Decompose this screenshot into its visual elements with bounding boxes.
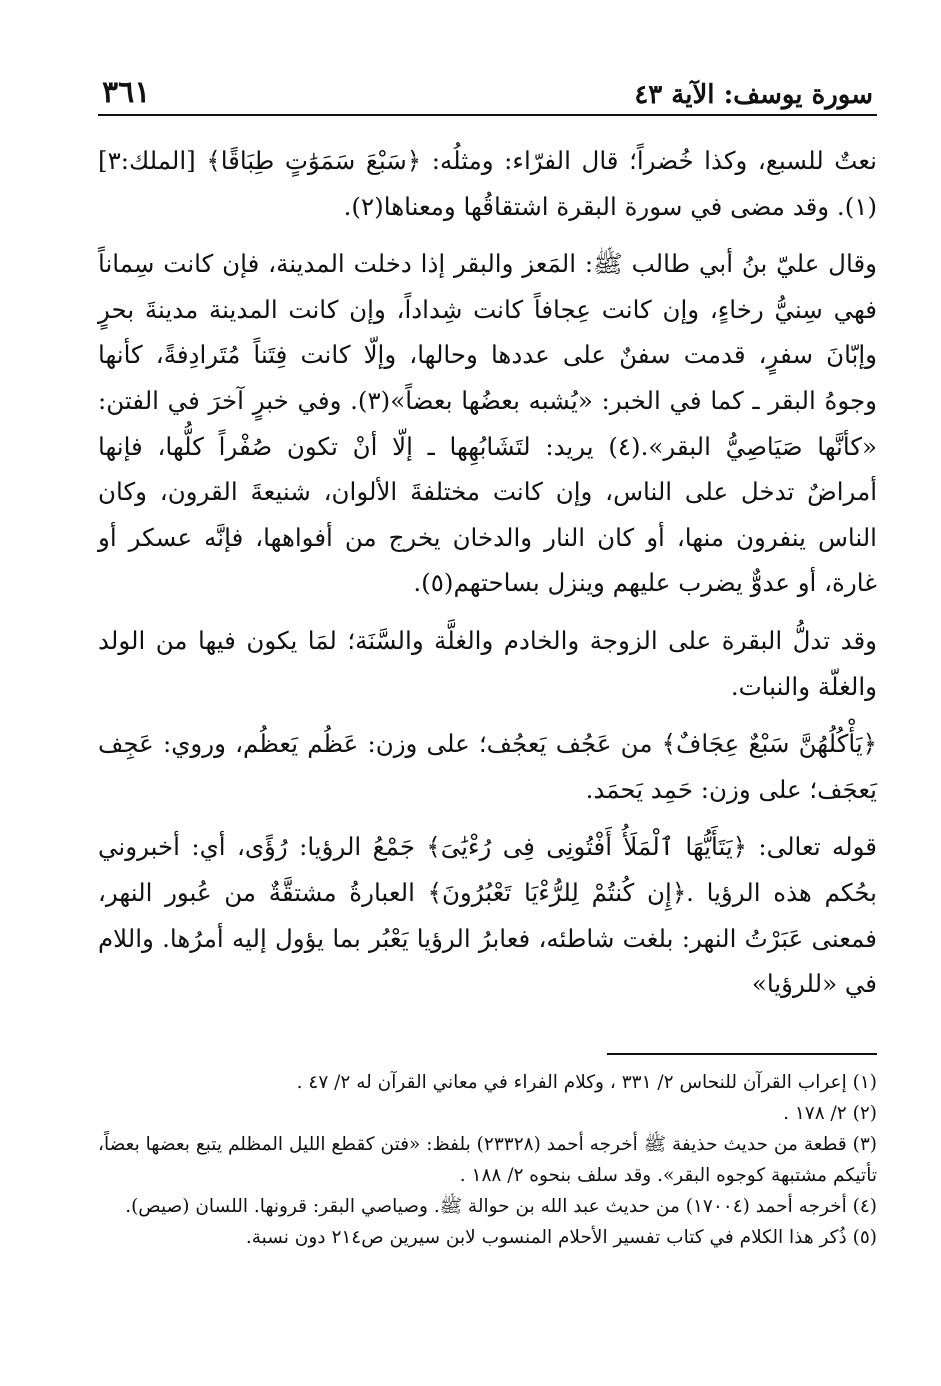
- paragraph: وقد تدلُّ البقرة على الزوجة والخادم والغلَّة والسَّنَة؛ لمَا يكون فيها من الولد والغلّة والنبات.: [98, 625, 877, 701]
- main-text: [98, 138, 877, 1007]
- running-title: سورة يوسف: الآية ٤٣: [634, 80, 873, 110]
- paragraph: وقال عليّ بنُ أبي طالب ﷺ: المَعز والبقر إذا دخلت المدينة، فإن كانت سِماناً فهي سِنيُّ رخاءٍ، وإن كانت عِجافاً كانت شِداداً، وإن كانت المدينة مدينةَ بحرٍ وإبّانَ سفرٍ، قدمت سفنٌ على عددها وحالها، وإلّا كانت فِتَناً مُتَرادِفةً، كأنها وجوهُ البقر ـ كما في الخبر: «يُشبه بعضُها بعضاً»(٣). وفي خبرٍ آخرَ في الفتن: «كأنَّها صَيَاصِيُّ البقر».(٤) يريد: لتَشَابُهِها ـ إلّا أنْ تكون صُفْراً كلُّها، فإنها أمراضٌ تدخل على الناس، وإن كانت مختلفةَ الألوان، شنيعةَ القرون، وكان الناس ينفرون منها، أو كان النار والدخان يخرج من أفواهها، فإنَّه عسكر أو غارة، أو عدوٌّ يضرب عليهم وينزل بساحتهم(٥).: [98, 249, 878, 598]
- footnote: (٥) ذُكر هذا الكلام في كتاب تفسير الأحلام المنسوب لابن سيرين ص٢١٤ دون نسبة.: [245, 1226, 877, 1248]
- footnote-divider: [607, 1053, 877, 1055]
- footnote: (٢) ٢/ ١٧٨ .: [783, 1102, 877, 1124]
- paragraph: قوله تعالى: ﴿يَتَأَيُّهَا ٱلْمَلَأُ أَفْتُونِى فِى رُءْيَٰىَ﴾ جَمْعُ الرؤيا: رُؤًى، أي: أخبروني بحُكم هذه الرؤيا .﴿إِن كُنتُمْ لِلرُّءْيَا تَعْبُرُونَ﴾ العبارةُ مشتقَّةٌ من عُبور النهر، فمعنى عَبَرْتُ النهر: بلغت شاطئه، فعابرُ الرؤيا يَعْبُر بما يؤول إليه أمرُها. واللام في «للرؤيا»: [98, 832, 877, 999]
- footnote: (٤) أخرجه أحمد (١٧٠٠٤) من حديث عبد الله بن حوالة ﷺ. وصياصي البقر: قرونها. اللسان (صيص).: [125, 1195, 877, 1217]
- paragraph: ﴿يَأْكُلُهُنَّ سَبْعٌ عِجَافٌ﴾ من عَجُف يَعجُف؛ على وزن: عَظُم يَعظُم، وروي: عَجِف يَعجَف؛ على وزن: حَمِد يَحمَد.: [98, 729, 877, 804]
- footnotes: [98, 1067, 877, 1253]
- footnote: (١) إعراب القرآن للنحاس ٢/ ٣٣١ ، وكلام الفراء في معاني القرآن له ٢/ ٤٧ .: [296, 1071, 877, 1093]
- footnote: (٣) قطعة من حديث حذيفة ﷺ أخرجه أحمد (٢٣٣٢٨) بلفظ: «فتن كقطع الليل المظلم يتبع بعضها بعضاً، تأتيكم مشتبهة كوجوه البقر». وقد سلف بنحوه ٢/ ١٨٨ .: [98, 1133, 878, 1186]
- page-header: [98, 58, 877, 116]
- paragraph: نعتٌ للسبع، وكذا خُضراً؛ قال الفرّاء: ومثلُه: ﴿سَبْعَ سَمَوَٰتٍ طِبَاقًا﴾ [الملك:٣](١). وقد مضى في سورة البقرة اشتقاقُها ومعناها(٢).: [98, 146, 877, 221]
- page-number: ٣٦١: [102, 75, 151, 110]
